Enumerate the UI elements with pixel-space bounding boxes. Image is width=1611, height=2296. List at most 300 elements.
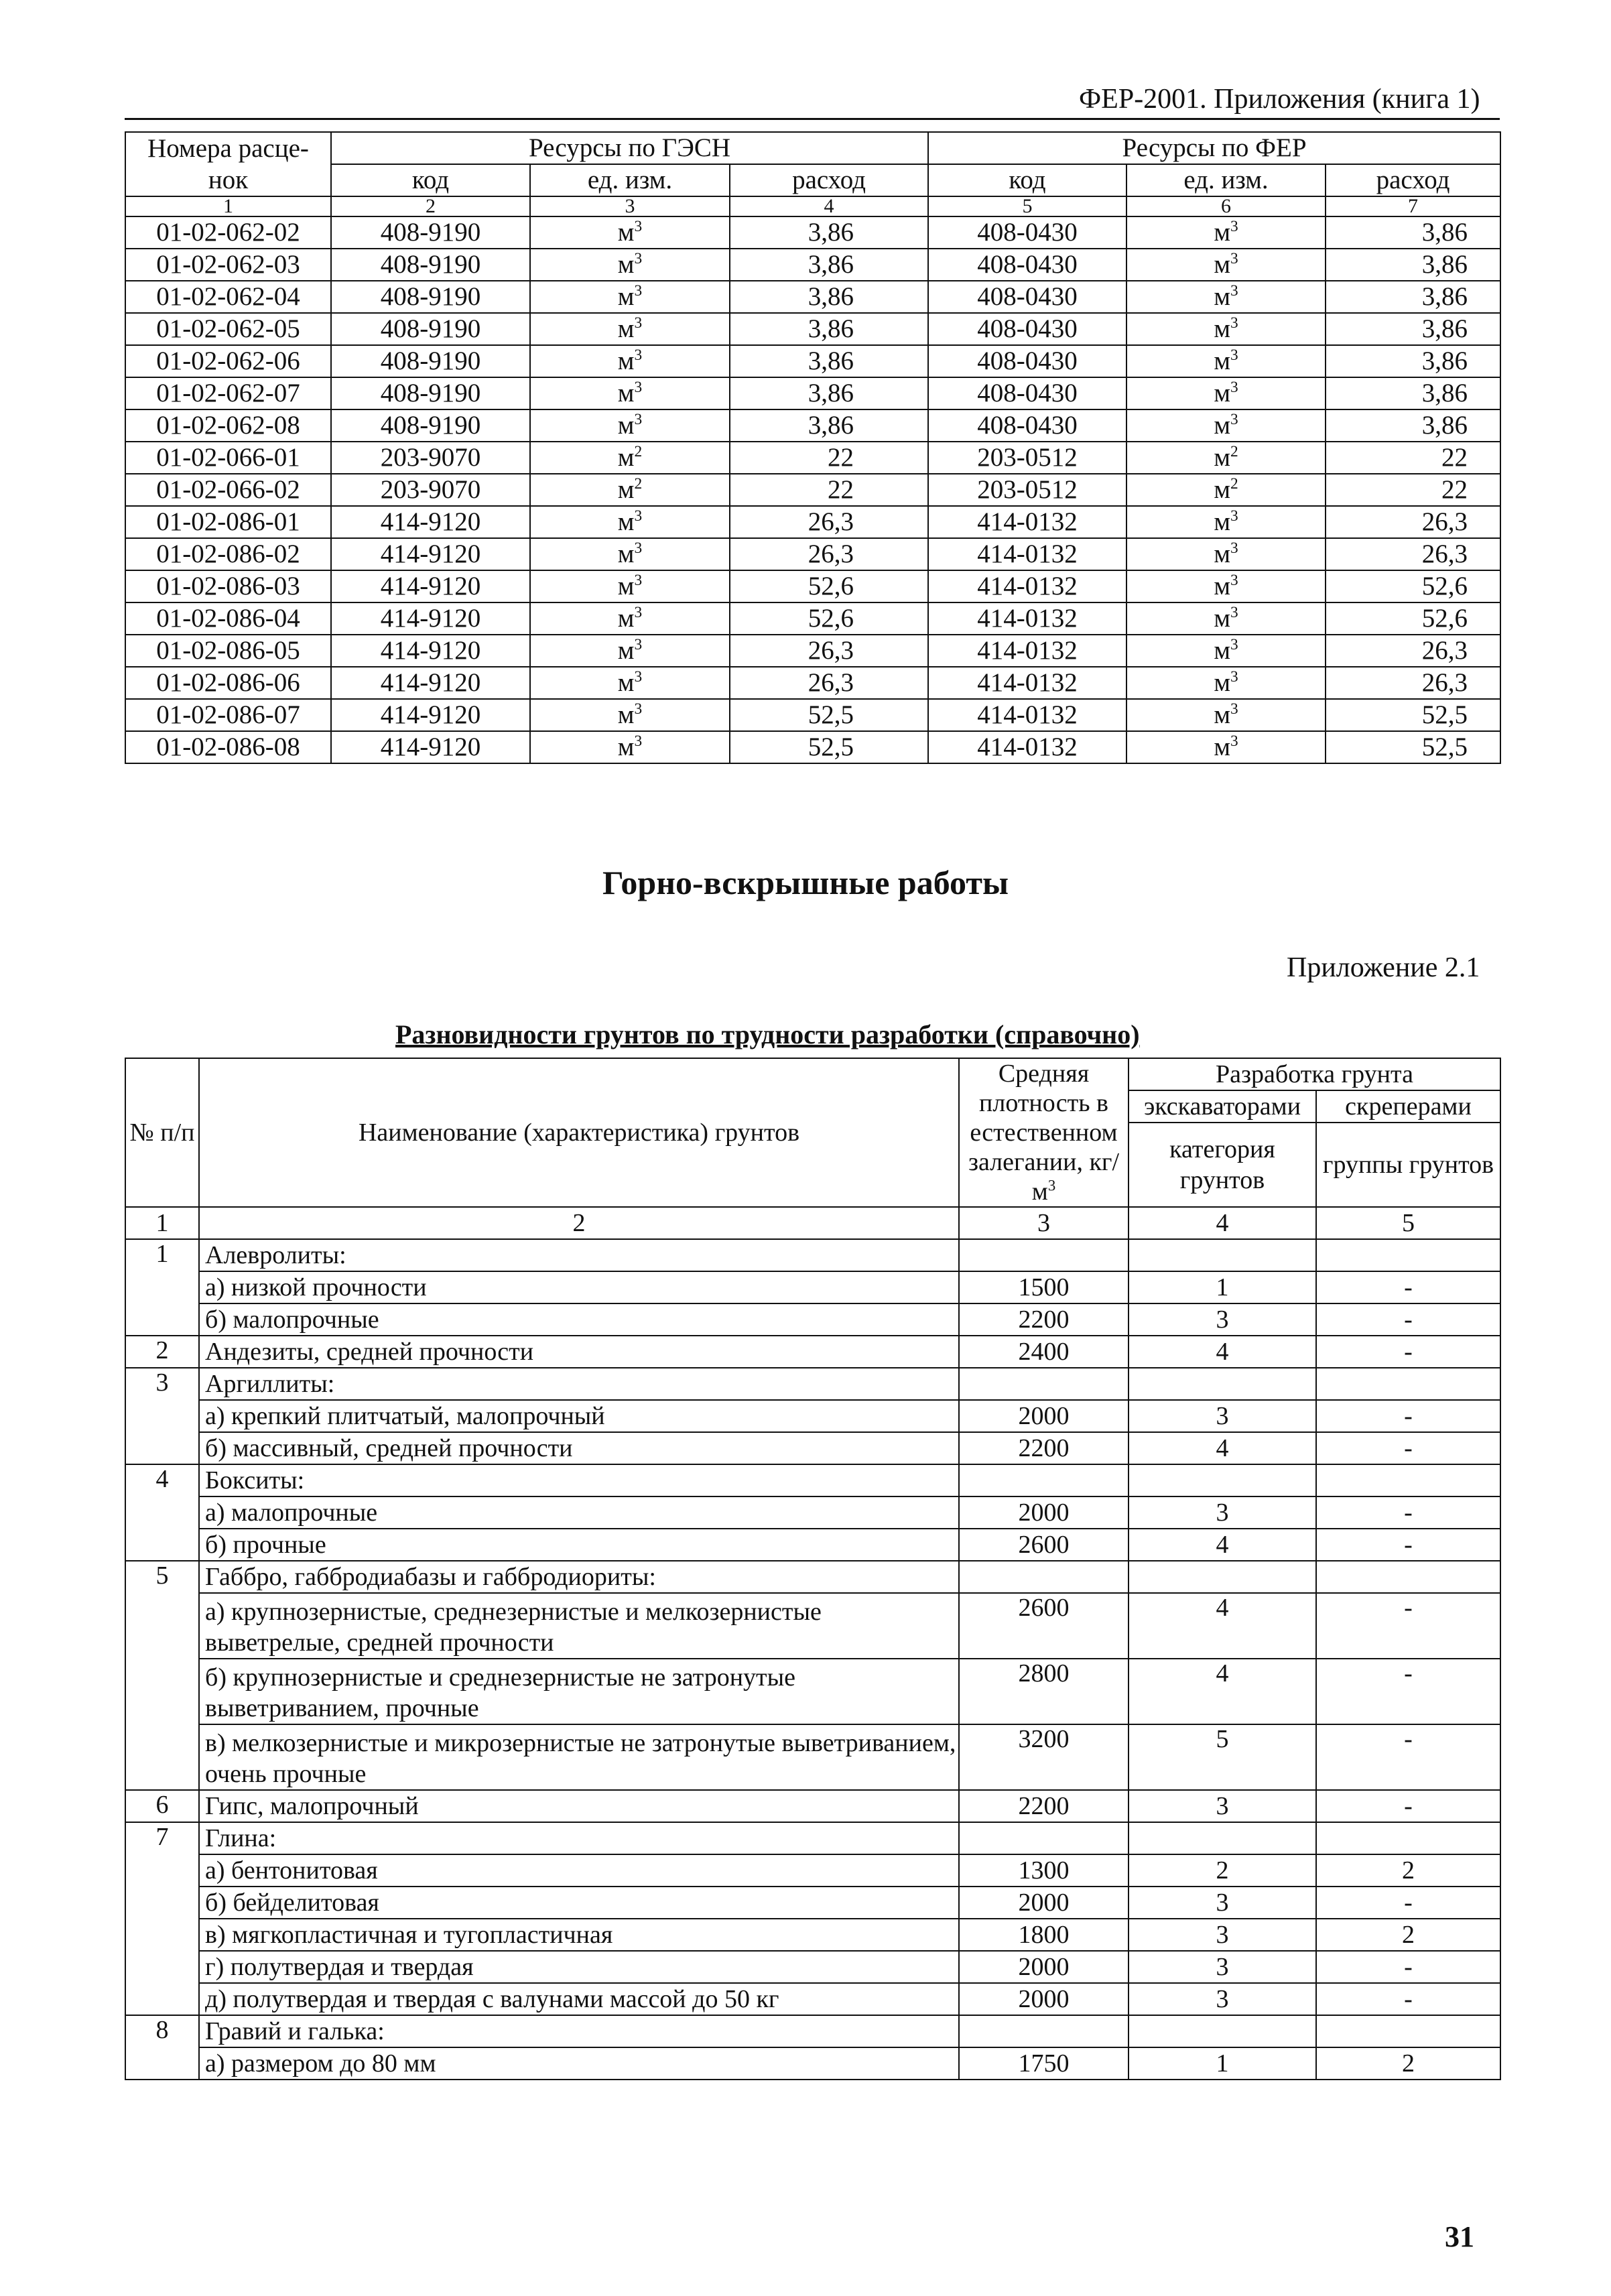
- gesn-unit-cell: [530, 345, 730, 377]
- category-cell: 3: [1129, 1790, 1316, 1822]
- fer-consumption-cell: 3,86: [1326, 281, 1500, 313]
- table-row: [125, 2015, 1500, 2047]
- gesn-consumption-cell: 52,6: [730, 570, 928, 602]
- group-cell: [1316, 1561, 1500, 1593]
- category-cell: 3: [1129, 1303, 1316, 1336]
- gesn-code-cell: 414-9120: [331, 667, 530, 699]
- table-row: [125, 2047, 1500, 2080]
- fer-unit-cell: [1126, 249, 1326, 281]
- unit-base: м: [1214, 604, 1230, 633]
- gesn-unit-cell: [530, 538, 730, 570]
- category-cell: 2: [1129, 1854, 1316, 1887]
- unit-base: м: [1214, 700, 1230, 729]
- unit-exponent: 3: [634, 732, 643, 750]
- table-row: [125, 635, 1500, 667]
- fer-unit-cell: [1126, 667, 1326, 699]
- density-cell: [959, 1822, 1129, 1854]
- rate-number-cell: 01-02-062-05: [125, 313, 331, 345]
- table-row: [125, 1400, 1500, 1432]
- fer-consumption-cell: 52,6: [1326, 570, 1500, 602]
- unit-exponent: 3: [1230, 282, 1238, 300]
- density-cell: 2200: [959, 1432, 1129, 1464]
- unit-base: м: [1214, 636, 1230, 665]
- gesn-consumption-header: расход: [730, 164, 928, 196]
- gesn-consumption-cell: 3,86: [730, 345, 928, 377]
- unit-exponent: 3: [634, 250, 643, 267]
- unit-base: м: [617, 604, 635, 633]
- table-row: [125, 1983, 1500, 2015]
- table-row: [125, 667, 1500, 699]
- unit-base: м: [617, 668, 635, 697]
- unit-exponent: 3: [634, 507, 643, 525]
- soil-name-cell: а) бентонитовая: [199, 1854, 959, 1887]
- rate-number-cell: 01-02-062-08: [125, 409, 331, 442]
- soil-name-cell: а) размером до 80 мм: [199, 2047, 959, 2080]
- fer-consumption-cell: 52,6: [1326, 602, 1500, 635]
- unit-exponent: 3: [1230, 668, 1238, 686]
- category-cell: 4: [1129, 1593, 1316, 1659]
- soil-name-cell: б) малопрочные: [199, 1303, 959, 1336]
- category-cell: [1129, 1822, 1316, 1854]
- table-row: [125, 699, 1500, 731]
- fer-consumption-cell: 52,5: [1326, 731, 1500, 763]
- unit-base: м: [617, 700, 635, 729]
- table-row: [125, 1561, 1500, 1593]
- group-cell: -: [1316, 1303, 1500, 1336]
- category-cell: 4: [1129, 1432, 1316, 1464]
- group-number-cell: 4: [125, 1464, 199, 1561]
- fer-code-cell: 414-0132: [928, 602, 1126, 635]
- rate-numbers-header-l1: Номера расце-: [125, 132, 331, 164]
- section-heading: Горно-вскрышные работы: [602, 864, 1009, 901]
- fer-code-cell: 408-0430: [928, 281, 1126, 313]
- unit-exponent: 3: [634, 218, 643, 235]
- appendix-label: Приложение 2.1: [1287, 952, 1480, 983]
- gesn-code-cell: 408-9190: [331, 313, 530, 345]
- table-row: [125, 1368, 1500, 1400]
- unit-base: м: [1214, 411, 1230, 440]
- category-cell: 3: [1129, 1919, 1316, 1951]
- density-cell: [959, 2015, 1129, 2047]
- rate-number-cell: 01-02-066-01: [125, 442, 331, 474]
- gesn-code-cell: 414-9120: [331, 731, 530, 763]
- fer-consumption-cell: 26,3: [1326, 667, 1500, 699]
- unit-base: м: [617, 539, 635, 568]
- soil-name-cell: б) прочные: [199, 1529, 959, 1561]
- group-number-cell: 1: [125, 1239, 199, 1336]
- fer-code-cell: 414-0132: [928, 699, 1126, 731]
- table-row: [125, 1529, 1500, 1561]
- table-row: [125, 249, 1500, 281]
- table-row: [125, 506, 1500, 538]
- group-cell: -: [1316, 1724, 1500, 1790]
- gesn-unit-header: ед. изм.: [530, 164, 730, 196]
- unit-exponent: 3: [634, 314, 643, 332]
- density-cell: 2000: [959, 1496, 1129, 1529]
- soil-group-title-cell: Андезиты, средней прочности: [199, 1336, 959, 1368]
- table-row: [125, 409, 1500, 442]
- gesn-code-cell: 408-9190: [331, 409, 530, 442]
- unit-base: м: [1214, 668, 1230, 697]
- resource-header-row-1: [125, 132, 1500, 164]
- table-row: [125, 731, 1500, 763]
- density-cell: 2600: [959, 1529, 1129, 1561]
- unit-base: м: [1214, 475, 1230, 504]
- unit-base: м: [1214, 314, 1230, 343]
- fer-unit-cell: [1126, 377, 1326, 409]
- gesn-consumption-cell: 22: [730, 474, 928, 506]
- gesn-consumption-cell: 3,86: [730, 377, 928, 409]
- table-row: [125, 1790, 1500, 1822]
- group-cell: 2: [1316, 1919, 1500, 1951]
- table-row: [125, 1887, 1500, 1919]
- group-cell: -: [1316, 1887, 1500, 1919]
- table-row: [125, 1822, 1500, 1854]
- group-cell: [1316, 1822, 1500, 1854]
- unit-base: м: [1214, 218, 1230, 247]
- rate-number-cell: 01-02-062-04: [125, 281, 331, 313]
- table-row: [125, 474, 1500, 506]
- fer-unit-cell: [1126, 538, 1326, 570]
- gesn-unit-cell: [530, 216, 730, 249]
- gesn-consumption-cell: 52,5: [730, 731, 928, 763]
- group-cell: -: [1316, 1400, 1500, 1432]
- fer-consumption-header: расход: [1326, 164, 1500, 196]
- unit-exponent: 3: [1230, 507, 1238, 525]
- unit-exponent: 3: [634, 411, 643, 428]
- fer-unit-cell: [1126, 570, 1326, 602]
- fer-unit-cell: [1126, 345, 1326, 377]
- category-cell: 1: [1129, 1271, 1316, 1303]
- gesn-consumption-cell: 52,6: [730, 602, 928, 635]
- fer-unit-cell: [1126, 409, 1326, 442]
- gesn-unit-cell: [530, 281, 730, 313]
- density-cell: 2200: [959, 1790, 1129, 1822]
- table-row: [125, 377, 1500, 409]
- gesn-code-cell: 203-9070: [331, 474, 530, 506]
- group-cell: -: [1316, 1271, 1500, 1303]
- column-number: 3: [530, 196, 730, 216]
- gesn-code-cell: 414-9120: [331, 699, 530, 731]
- scrapers-header: скреперами: [1316, 1090, 1500, 1123]
- category-cell: 3: [1129, 1887, 1316, 1919]
- fer-consumption-cell: 3,86: [1326, 249, 1500, 281]
- column-number: 5: [928, 196, 1126, 216]
- rate-number-cell: 01-02-062-02: [125, 216, 331, 249]
- fer-unit-cell: [1126, 506, 1326, 538]
- unit-base: м: [1214, 572, 1230, 600]
- soil-name-cell: а) крепкий плитчатый, малопрочный: [199, 1400, 959, 1432]
- rate-numbers-header-l2: нок: [125, 164, 331, 196]
- fer-unit-cell: [1126, 216, 1326, 249]
- gesn-code-cell: 408-9190: [331, 216, 530, 249]
- gesn-code-cell: 414-9120: [331, 570, 530, 602]
- fer-unit-cell: [1126, 474, 1326, 506]
- density-cell: 1300: [959, 1854, 1129, 1887]
- name-header: Наименование (характеристика) грунтов: [199, 1058, 959, 1207]
- gesn-unit-cell: [530, 602, 730, 635]
- table-row: [125, 1659, 1500, 1724]
- category-cell: [1129, 1239, 1316, 1271]
- gesn-unit-cell: [530, 442, 730, 474]
- group-cell: -: [1316, 1659, 1500, 1724]
- unit-exponent: 3: [1230, 636, 1238, 653]
- fer-code-cell: 414-0132: [928, 731, 1126, 763]
- fer-consumption-cell: 26,3: [1326, 635, 1500, 667]
- rate-number-cell: 01-02-086-02: [125, 538, 331, 570]
- unit-exponent: 2: [1230, 443, 1238, 460]
- fer-unit-cell: [1126, 731, 1326, 763]
- table-row: [125, 570, 1500, 602]
- gesn-unit-cell: [530, 570, 730, 602]
- column-number: 1: [125, 1207, 199, 1239]
- category-cell: [1129, 1368, 1316, 1400]
- gesn-consumption-cell: 22: [730, 442, 928, 474]
- table-row: [125, 1271, 1500, 1303]
- column-number: 7: [1326, 196, 1500, 216]
- fer-code-cell: 203-0512: [928, 442, 1126, 474]
- unit-exponent: 3: [634, 604, 643, 621]
- group-number-cell: 6: [125, 1790, 199, 1822]
- density-cell: 2200: [959, 1303, 1129, 1336]
- fer-code-cell: 408-0430: [928, 377, 1126, 409]
- gesn-code-cell: 414-9120: [331, 538, 530, 570]
- column-number: 3: [959, 1207, 1129, 1239]
- group-cell: -: [1316, 1951, 1500, 1983]
- fer-consumption-cell: 3,86: [1326, 409, 1500, 442]
- gesn-unit-cell: [530, 474, 730, 506]
- gesn-code-cell: 203-9070: [331, 442, 530, 474]
- unit-base: м: [617, 282, 635, 311]
- fer-unit-cell: [1126, 281, 1326, 313]
- table-row: [125, 1496, 1500, 1529]
- category-cell: 3: [1129, 1983, 1316, 2015]
- group-cell: -: [1316, 1983, 1500, 2015]
- gesn-code-header: код: [331, 164, 530, 196]
- unit-exponent: 3: [634, 539, 643, 557]
- rate-number-cell: 01-02-086-06: [125, 667, 331, 699]
- group-cell: [1316, 1464, 1500, 1496]
- group-number-cell: 3: [125, 1368, 199, 1464]
- unit-exponent: 2: [634, 475, 643, 493]
- unit-exponent: 3: [634, 346, 643, 364]
- density-cell: 2600: [959, 1593, 1129, 1659]
- soil-name-cell: г) полутвердая и твердая: [199, 1951, 959, 1983]
- category-cell: 4: [1129, 1659, 1316, 1724]
- header-rule: [125, 118, 1500, 120]
- rate-number-cell: 01-02-086-08: [125, 731, 331, 763]
- fer-code-cell: 408-0430: [928, 345, 1126, 377]
- soil-group-title-cell: Алевролиты:: [199, 1239, 959, 1271]
- table-row: [125, 602, 1500, 635]
- fer-code-cell: 414-0132: [928, 506, 1126, 538]
- gesn-unit-cell: [530, 699, 730, 731]
- soil-name-cell: а) малопрочные: [199, 1496, 959, 1529]
- gesn-unit-cell: [530, 635, 730, 667]
- gesn-code-cell: 414-9120: [331, 506, 530, 538]
- unit-base: м: [617, 411, 635, 440]
- running-header: ФЕР-2001. Приложения (книга 1): [1079, 84, 1480, 115]
- density-cell: [959, 1239, 1129, 1271]
- group-number-cell: 8: [125, 2015, 199, 2080]
- table-row: [125, 281, 1500, 313]
- resource-table: [125, 131, 1501, 764]
- resource-header-row-2: [125, 164, 1500, 196]
- unit-base: м: [1214, 443, 1230, 472]
- soil-group-title-cell: Глина:: [199, 1822, 959, 1854]
- soil-group-title-cell: Гравий и галька:: [199, 2015, 959, 2047]
- unit-exponent: 3: [634, 636, 643, 653]
- gesn-unit-cell: [530, 249, 730, 281]
- column-number: 4: [730, 196, 928, 216]
- soil-name-cell: б) массивный, средней прочности: [199, 1432, 959, 1464]
- table-row: [125, 1854, 1500, 1887]
- fer-resources-header: Ресурсы по ФЕР: [928, 132, 1500, 164]
- column-number: 2: [199, 1207, 959, 1239]
- group-cell: [1316, 1239, 1500, 1271]
- table-row: [125, 1432, 1500, 1464]
- unit-exponent: 3: [1230, 379, 1238, 396]
- unit-exponent: 3: [1230, 700, 1238, 718]
- density-cell: 1800: [959, 1919, 1129, 1951]
- gesn-code-cell: 414-9120: [331, 635, 530, 667]
- fer-consumption-cell: 3,86: [1326, 216, 1500, 249]
- unit-exponent: 3: [1230, 604, 1238, 621]
- gesn-consumption-cell: 3,86: [730, 313, 928, 345]
- resource-table-body: [125, 132, 1500, 763]
- group-cell: [1316, 2015, 1500, 2047]
- column-number: 5: [1316, 1207, 1500, 1239]
- unit-base: м: [1214, 732, 1230, 761]
- table-row: [125, 216, 1500, 249]
- groups-header: группы грунтов: [1316, 1123, 1500, 1207]
- soil-table: [125, 1058, 1501, 2080]
- gesn-code-cell: 414-9120: [331, 602, 530, 635]
- page-number: 31: [1445, 2220, 1474, 2253]
- soil-group-title-cell: Бокситы:: [199, 1464, 959, 1496]
- soil-name-cell: а) крупнозернистые, среднезернистые и мелкозернистые выветрелые, средней прочности: [199, 1593, 959, 1659]
- group-cell: -: [1316, 1496, 1500, 1529]
- excavators-header: экскаваторами: [1129, 1090, 1316, 1123]
- fer-unit-cell: [1126, 699, 1326, 731]
- unit-exponent: 3: [634, 572, 643, 589]
- unit-base: м: [617, 507, 635, 536]
- table-row: [125, 1303, 1500, 1336]
- soil-header-row-1: [125, 1058, 1500, 1090]
- fer-consumption-cell: 26,3: [1326, 538, 1500, 570]
- unit-exponent: 3: [1230, 732, 1238, 750]
- gesn-resources-header: Ресурсы по ГЭСН: [331, 132, 928, 164]
- fer-code-cell: 408-0430: [928, 249, 1126, 281]
- column-number: 6: [1126, 196, 1326, 216]
- unit-base: м: [1214, 346, 1230, 375]
- table-row: [125, 345, 1500, 377]
- density-cell: 2800: [959, 1659, 1129, 1724]
- density-cell: 2000: [959, 1400, 1129, 1432]
- density-cell: 2400: [959, 1336, 1129, 1368]
- fer-unit-cell: [1126, 442, 1326, 474]
- table-row: [125, 1239, 1500, 1271]
- unit-base: м: [1214, 539, 1230, 568]
- soil-group-title-cell: Аргиллиты:: [199, 1368, 959, 1400]
- table-row: [125, 1724, 1500, 1790]
- column-number: 1: [125, 196, 331, 216]
- num-header: № п/п: [125, 1058, 199, 1207]
- gesn-unit-cell: [530, 313, 730, 345]
- soil-group-title-cell: Габбро, габбродиабазы и габбродиориты:: [199, 1561, 959, 1593]
- gesn-unit-cell: [530, 377, 730, 409]
- category-header: категория грунтов: [1129, 1123, 1316, 1207]
- category-cell: 3: [1129, 1951, 1316, 1983]
- fer-consumption-cell: 22: [1326, 474, 1500, 506]
- unit-exponent: 2: [1230, 475, 1238, 493]
- fer-unit-cell: [1126, 635, 1326, 667]
- gesn-consumption-cell: 3,86: [730, 216, 928, 249]
- group-cell: [1316, 1368, 1500, 1400]
- unit-base: м: [1214, 282, 1230, 311]
- gesn-consumption-cell: 26,3: [730, 635, 928, 667]
- rate-number-cell: 01-02-066-02: [125, 474, 331, 506]
- group-number-cell: 5: [125, 1561, 199, 1790]
- soil-name-cell: в) мелкозернистые и микрозернистые не затронутые выветриванием, очень прочные: [199, 1724, 959, 1790]
- table-row: [125, 1593, 1500, 1659]
- category-cell: 3: [1129, 1400, 1316, 1432]
- table-row: [125, 442, 1500, 474]
- soil-name-cell: а) низкой прочности: [199, 1271, 959, 1303]
- density-cell: 2000: [959, 1951, 1129, 1983]
- category-cell: 4: [1129, 1336, 1316, 1368]
- unit-base: м: [617, 379, 635, 407]
- unit-exponent: 2: [634, 443, 643, 460]
- unit-exponent: 3: [634, 700, 643, 718]
- unit-exponent: 3: [634, 379, 643, 396]
- gesn-consumption-cell: 26,3: [730, 506, 928, 538]
- rate-number-cell: 01-02-086-05: [125, 635, 331, 667]
- soil-column-number-row: [125, 1207, 1500, 1239]
- unit-exponent: 3: [634, 668, 643, 686]
- table-row: [125, 538, 1500, 570]
- gesn-consumption-cell: 3,86: [730, 281, 928, 313]
- table-row: [125, 1464, 1500, 1496]
- density-header-text: Средняя плотность в естественном залегании, кг/м: [968, 1060, 1120, 1206]
- rate-number-cell: 01-02-086-03: [125, 570, 331, 602]
- group-cell: -: [1316, 1432, 1500, 1464]
- density-cell: 2000: [959, 1983, 1129, 2015]
- unit-base: м: [617, 636, 635, 665]
- category-cell: [1129, 2015, 1316, 2047]
- density-cell: [959, 1368, 1129, 1400]
- unit-base: м: [1214, 250, 1230, 279]
- unit-base: м: [617, 314, 635, 343]
- fer-code-cell: 414-0132: [928, 570, 1126, 602]
- category-cell: [1129, 1464, 1316, 1496]
- density-header-exponent: 3: [1047, 1177, 1056, 1194]
- column-number: 2: [331, 196, 530, 216]
- fer-consumption-cell: 26,3: [1326, 506, 1500, 538]
- category-cell: 5: [1129, 1724, 1316, 1790]
- gesn-consumption-cell: 3,86: [730, 409, 928, 442]
- unit-exponent: 3: [1230, 539, 1238, 557]
- soil-group-title-cell: Гипс, малопрочный: [199, 1790, 959, 1822]
- unit-exponent: 3: [1230, 411, 1238, 428]
- rate-number-cell: 01-02-062-07: [125, 377, 331, 409]
- resource-column-number-row: [125, 196, 1500, 216]
- unit-base: м: [1214, 507, 1230, 536]
- gesn-unit-cell: [530, 667, 730, 699]
- soil-name-cell: в) мягкопластичная и тугопластичная: [199, 1919, 959, 1951]
- column-number: 4: [1129, 1207, 1316, 1239]
- table-row: [125, 1951, 1500, 1983]
